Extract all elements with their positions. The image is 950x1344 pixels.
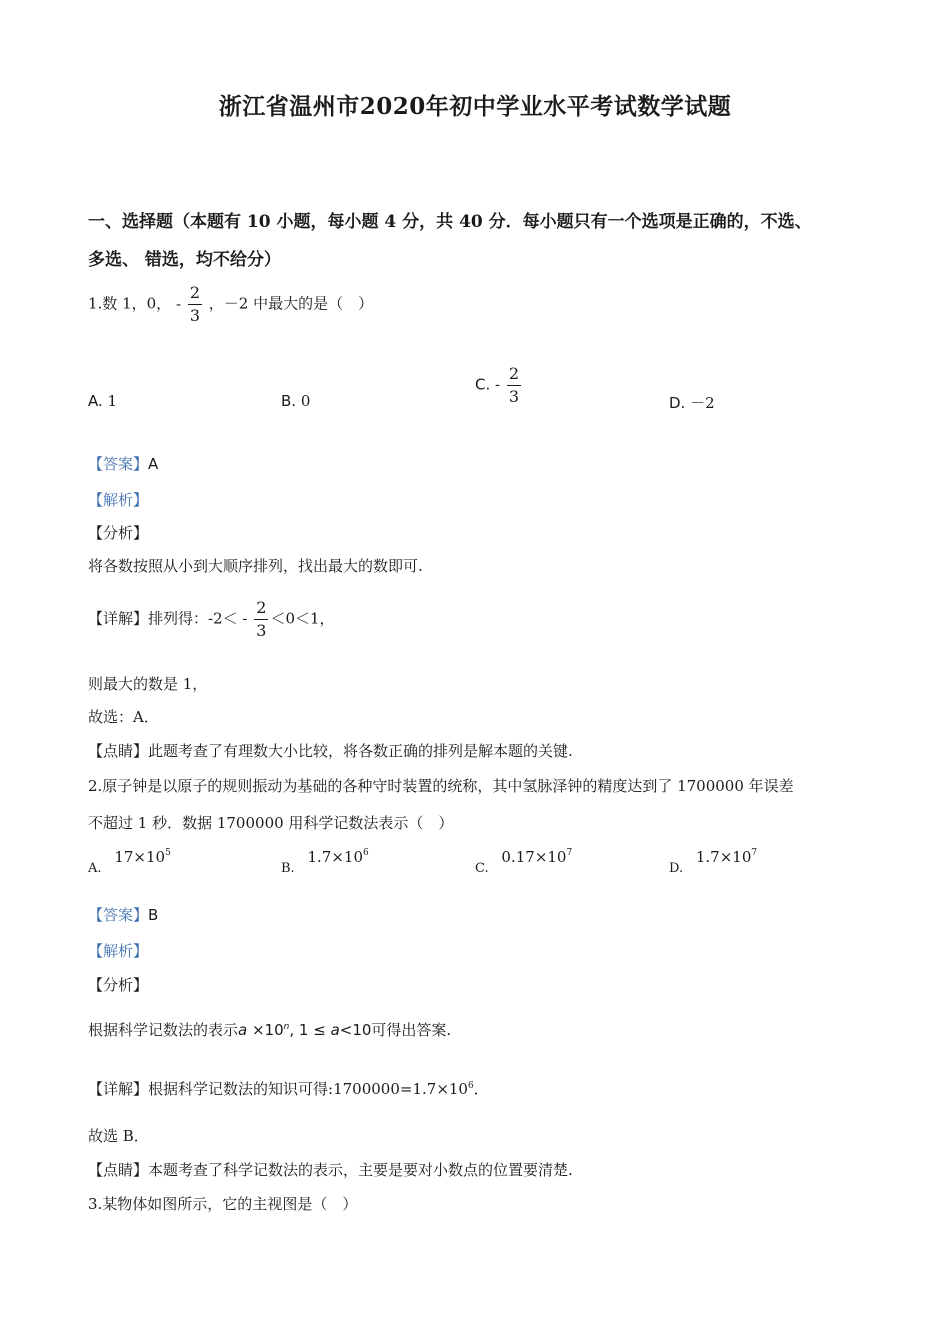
q1-option-a-label: A. (88, 392, 103, 410)
q1-choice: 故选：A． (88, 708, 159, 726)
q2-analysis-tag: 【解析】 (88, 942, 149, 960)
q2-option-c-exp: 7 (566, 848, 573, 858)
q2-option-d-exp: 7 (751, 848, 758, 858)
q1-option-c-sign: - (495, 375, 501, 394)
q1-detail-num: 2 (254, 600, 268, 620)
q2-option-d (669, 848, 758, 876)
q1-stem (88, 285, 373, 324)
page-title: 浙江省温州市2020年初中学业水平考试数学试题 (218, 93, 732, 120)
q2-option-d-times: ×10 (719, 848, 752, 866)
q2-option-d-coef: 1.7 (695, 848, 720, 866)
q2-option-c-label: C. (475, 861, 489, 876)
q2-option-c (475, 848, 573, 876)
q1-detail-den: 3 (256, 621, 267, 640)
q2-option-a-label: A. (88, 861, 102, 876)
q1-frac-num: 2 (188, 285, 202, 305)
q1-option-c (475, 366, 523, 405)
q1-option-c-num: 2 (507, 366, 521, 386)
q1-answer-tag: 【答案】 (88, 455, 149, 473)
q2-choice: 故选 B． (88, 1127, 149, 1145)
q1-detail (88, 600, 335, 639)
q2-option-b-coef: 1.7 (307, 848, 332, 866)
q1-option-c-label: C. (475, 375, 491, 394)
q2-comment-tag: 【点睛】 (88, 1161, 149, 1179)
q2-fenxi-after: 可得出答案. (371, 1021, 452, 1039)
section-heading-line2: 多选、 错选，均不给分） (88, 250, 281, 270)
q2-fenxi-range1: , 1 ≤ (289, 1021, 331, 1039)
q2-stem-line1: 2.原子钟是以原子的规则振动为基础的各种守时装置的统称，其中氢脉泽钟的精度达到了 1700000 年误差 (88, 777, 794, 795)
q2-option-b-times: ×10 (331, 848, 363, 866)
q1-option-a-text: 1 (107, 392, 118, 410)
q1-option-b-text: 0 (300, 392, 311, 410)
q1-option-d (669, 392, 715, 413)
q2-fenxi-times: ×10 (247, 1021, 284, 1039)
q2-fenxi-a: a (238, 1021, 248, 1039)
q2-fenxi (88, 1019, 451, 1040)
q1-detail-sign: - (242, 609, 248, 628)
q1-comment-tag: 【点睛】 (88, 742, 149, 760)
q2-answer-value: B (148, 906, 159, 924)
q2-option-a-exp: 5 (165, 848, 171, 858)
q2-detail-coef: 1.7 (412, 1080, 437, 1098)
q2-option-a-coef: 17 (114, 848, 134, 866)
q1-stem-text: 1.数 1，0， (88, 294, 172, 313)
q1-fenxi-text: 将各数按照从小到大顺序排列，找出最大的数即可. (88, 557, 423, 575)
q1-comment (88, 740, 573, 761)
q1-frac (188, 285, 202, 324)
q2-option-c-times: ×10 (534, 848, 567, 866)
q1-option-d-label: D. (669, 394, 686, 412)
q1-stem-text-after: ，－2 中最大的是（ ） (208, 294, 374, 313)
q1-detail-after: ＜0＜1， (270, 609, 335, 628)
q1-detail-before: 排列得：-2＜ (148, 609, 238, 628)
q2-detail-times: ×10 (436, 1080, 468, 1098)
q2-detail-tag: 【详解】 (88, 1080, 149, 1098)
q1-option-d-text: －2 (690, 394, 715, 412)
q2-option-d-label: D. (669, 861, 684, 876)
q2-detail-before: 根据科学记数法的知识可得:1700000= (148, 1080, 413, 1098)
q2-comment-text: 本题考查了科学记数法的表示，主要是要对小数点的位置要清楚. (148, 1161, 573, 1179)
q2-detail-exp: 6 (467, 1081, 474, 1091)
q2-fenxi-range2: <10 (339, 1021, 372, 1039)
q1-option-b-label: B. (281, 392, 297, 410)
q1-comment-text: 此题考查了有理数大小比较，将各数正确的排列是解本题的关键. (148, 742, 573, 760)
q1-frac-den: 3 (189, 306, 200, 325)
q1-option-c-den: 3 (508, 387, 520, 406)
q2-option-b-label: B. (281, 861, 295, 876)
q2-answer (88, 904, 158, 925)
q1-analysis-tag: 【解析】 (88, 491, 149, 509)
q1-answer (88, 453, 158, 474)
q2-option-c-coef: 0.17 (501, 848, 535, 866)
q1-conclusion: 则最大的数是 1， (88, 675, 208, 693)
q2-option-a (88, 848, 171, 876)
q1-fenxi-tag: 【分析】 (88, 524, 149, 542)
q2-option-b-exp: 6 (362, 848, 369, 858)
q2-fenxi-n: n (283, 1022, 290, 1032)
q1-option-a (88, 392, 117, 410)
q2-option-b (281, 848, 369, 876)
q1-answer-value: A (148, 455, 159, 473)
q2-answer-tag: 【答案】 (88, 906, 149, 924)
q2-detail (88, 1078, 489, 1099)
section-heading-line1: 一、选择题（本题有 10 小题，每小题 4 分，共 40 分．每小题只有一个选项是正确的，不选、 (88, 212, 812, 232)
q1-option-b (281, 392, 310, 410)
q2-detail-after: ． (473, 1080, 489, 1098)
q1-detail-frac (254, 600, 268, 639)
q1-frac-sign: - (175, 294, 182, 313)
q1-fraction (175, 283, 209, 325)
q2-fenxi-a2: a (330, 1021, 340, 1039)
q2-fenxi-before: 根据科学记数法的表示 (88, 1021, 239, 1039)
q2-option-a-times: ×10 (133, 848, 166, 866)
q1-option-c-frac (507, 366, 521, 405)
q1-detail-tag: 【详解】 (88, 609, 149, 628)
q2-comment (88, 1159, 573, 1180)
q3-stem: 3.某物体如图所示，它的主视图是（ ） (88, 1195, 358, 1213)
q2-stem-line2: 不超过 1 秒．数据 1700000 用科学记数法表示（ ） (88, 814, 454, 832)
q2-fenxi-tag: 【分析】 (88, 976, 149, 994)
